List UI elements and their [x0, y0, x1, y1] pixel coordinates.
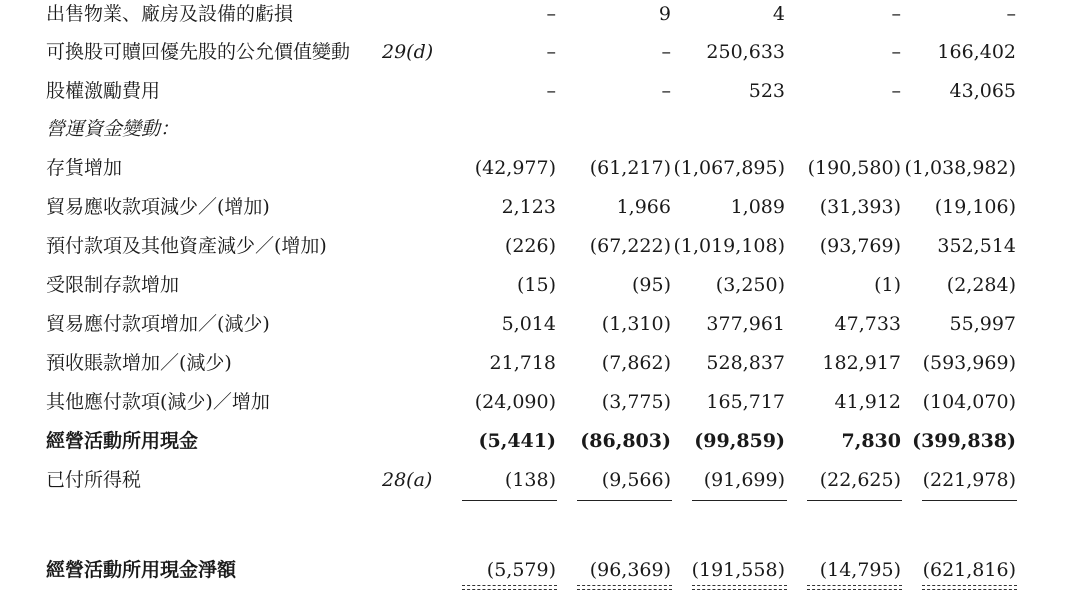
underline-rule	[462, 500, 557, 501]
cell-value: (3,250)	[715, 274, 785, 296]
row-label: 預收賬款增加／(減少)	[46, 352, 232, 374]
row-label: 經營活動所用現金	[46, 430, 199, 452]
table-row	[0, 115, 1084, 154]
cell-value: (221,978)	[922, 469, 1016, 491]
row-label: 其他應付款項(減少)／增加	[46, 391, 270, 413]
cell-value: 43,065	[949, 80, 1016, 102]
cell-value: (1,310)	[601, 313, 671, 335]
cell-value: (1,038,982)	[904, 157, 1016, 179]
row-label: 股權激勵費用	[46, 80, 161, 102]
underline-rule	[807, 500, 902, 501]
cell-value: (593,969)	[922, 352, 1016, 374]
double-underline-rule	[922, 585, 1017, 586]
cell-value: (1,067,895)	[673, 157, 785, 179]
cell-value: 9	[658, 3, 671, 25]
cell-value: (138)	[504, 469, 556, 491]
cell-value: 47,733	[834, 313, 901, 335]
table-row	[0, 0, 1084, 39]
double-underline-rule	[692, 585, 787, 586]
cell-value: 182,917	[822, 352, 901, 374]
cell-value: (67,222)	[589, 235, 671, 257]
cell-value: (15)	[516, 274, 556, 296]
cell-value: –	[891, 41, 901, 63]
cell-value: (621,816)	[922, 559, 1016, 581]
cell-value: (86,803)	[580, 430, 671, 452]
cell-value: (1)	[874, 274, 901, 296]
underline-rule	[922, 500, 1017, 501]
cell-value: 5,014	[501, 313, 556, 335]
double-underline-rule	[462, 589, 557, 590]
row-label: 經營活動所用現金淨額	[46, 559, 237, 581]
cell-value: 21,718	[489, 352, 556, 374]
row-label: 存貨增加	[46, 157, 123, 179]
cell-value: (95)	[631, 274, 671, 296]
double-underline-rule	[692, 589, 787, 590]
cell-value: (5,579)	[486, 559, 556, 581]
cell-value: (96,369)	[589, 559, 671, 581]
cell-value: (191,558)	[691, 559, 785, 581]
row-label: 受限制存款增加	[46, 274, 180, 296]
cell-value: (226)	[504, 235, 556, 257]
cell-value: (399,838)	[912, 430, 1016, 452]
cell-value: (1,019,108)	[673, 235, 785, 257]
cell-value: (93,769)	[819, 235, 901, 257]
cell-value: 1,966	[616, 196, 671, 218]
double-underline-rule	[922, 589, 1017, 590]
note-ref: 29(d)	[382, 41, 434, 63]
cell-value: 1,089	[730, 196, 785, 218]
section-heading: 營運資金變動：	[46, 118, 180, 140]
cell-value: 4	[772, 3, 785, 25]
cell-value: (5,441)	[478, 430, 556, 452]
cell-value: (19,106)	[934, 196, 1016, 218]
cell-value: 7,830	[841, 430, 901, 452]
cell-value: (22,625)	[819, 469, 901, 491]
cell-value: (61,217)	[589, 157, 671, 179]
double-underline-rule	[577, 589, 672, 590]
cell-value: (42,977)	[474, 157, 556, 179]
cell-value: (3,775)	[601, 391, 671, 413]
underline-rule	[692, 500, 787, 501]
table-row	[0, 77, 1084, 116]
note-ref: 28(a)	[382, 469, 433, 491]
cell-value: 528,837	[706, 352, 785, 374]
row-label: 可換股可贖回優先股的公允價值變動	[46, 41, 351, 63]
double-underline-rule	[807, 585, 902, 586]
row-label: 預付款項及其他資產減少／(增加)	[46, 235, 327, 257]
cell-value: 41,912	[834, 391, 901, 413]
cell-value: (99,859)	[694, 430, 785, 452]
cell-value: –	[546, 80, 556, 102]
cell-value: (91,699)	[703, 469, 785, 491]
table-row	[0, 388, 1084, 427]
cell-value: 55,997	[949, 313, 1016, 335]
cell-value: –	[546, 41, 556, 63]
cell-value: –	[1006, 3, 1016, 25]
row-label: 出售物業、廠房及設備的虧損	[46, 3, 294, 25]
row-label: 貿易應收款項減少／(增加)	[46, 196, 270, 218]
double-underline-rule	[462, 585, 557, 586]
cell-value: 377,961	[706, 313, 785, 335]
table-row	[0, 38, 1084, 77]
underline-rule	[577, 500, 672, 501]
double-underline-rule	[807, 589, 902, 590]
cell-value: (104,070)	[922, 391, 1016, 413]
cell-value: 2,123	[501, 196, 556, 218]
cell-value: –	[891, 80, 901, 102]
cell-value: 166,402	[937, 41, 1016, 63]
cell-value: –	[546, 3, 556, 25]
cell-value: 250,633	[706, 41, 785, 63]
table-row	[0, 271, 1084, 310]
cell-value: –	[891, 3, 901, 25]
row-label: 貿易應付款項增加／(減少)	[46, 313, 270, 335]
table-row	[0, 193, 1084, 232]
subtotal-row	[0, 427, 1084, 466]
cell-value: (9,566)	[601, 469, 671, 491]
cell-value: (24,090)	[474, 391, 556, 413]
table-row	[0, 349, 1084, 388]
cell-value: –	[661, 80, 671, 102]
cell-value: (2,284)	[946, 274, 1016, 296]
cell-value: (14,795)	[819, 559, 901, 581]
table-row	[0, 154, 1084, 193]
table-row	[0, 310, 1084, 349]
cell-value: 352,514	[937, 235, 1016, 257]
row-label: 已付所得税	[46, 469, 142, 491]
cell-value: 165,717	[706, 391, 785, 413]
cell-value: –	[661, 41, 671, 63]
cell-value: (7,862)	[601, 352, 671, 374]
double-underline-rule	[577, 585, 672, 586]
table-row	[0, 232, 1084, 271]
cell-value: (190,580)	[807, 157, 901, 179]
cell-value: (31,393)	[819, 196, 901, 218]
cell-value: 523	[748, 80, 785, 102]
